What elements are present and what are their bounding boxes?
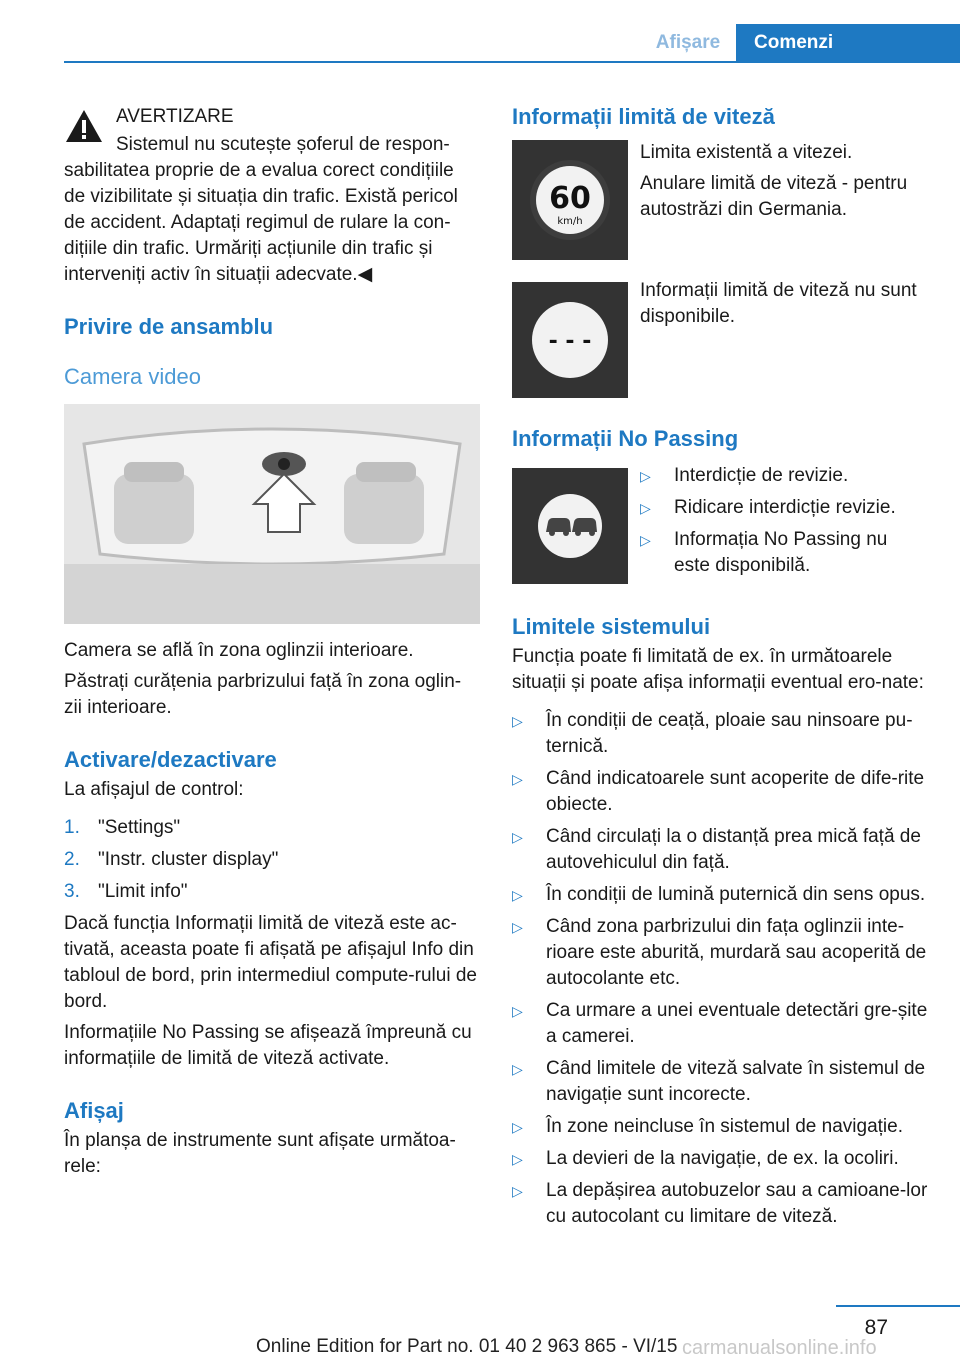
display-text: În planșa de instrumente sunt afișate următoa-rele:: [64, 1130, 456, 1177]
limits-intro: Funcția poate fi limitată de ex. în următoarele situații și poate afișa informații eventual ero-nate:: [512, 646, 924, 693]
step-number: 2.: [64, 849, 80, 870]
list-item: [512, 1056, 932, 1108]
list-item-text: Când zona parbrizului din fața oglinzii inte-rioare este aburită, murdară sau acoperită de autocolante etc.: [546, 916, 927, 989]
warning-title: AVERTIZARE: [116, 106, 234, 127]
activation-para-1: Dacă funcția Informații limită de viteză este ac-tivată, aceasta poate fi afișată pe afișajul Info din tabloul de bord, prin intermediul compute-rului de bord.: [64, 913, 477, 1012]
triangle-bullet-icon: ▷: [640, 532, 651, 548]
warning-body: sabilitatea proprie de a evalua corect condițiile de vizibilitate și situația din trafic. Există pericol de accident. Adaptați regimul de rulare la con-dițiile din trafic. Urmăriți acțiunile din trafic și interveniți activ în situații adecvate.◀: [64, 160, 458, 285]
list-item-text: La depășirea autobuzelor sau a camioane-lor cu autocolant cu limitare de viteză.: [546, 1180, 928, 1227]
overview-heading: Privire de ansamblu: [64, 314, 274, 339]
triangle-bullet-icon: ▷: [512, 887, 523, 903]
speed-sign-unit: km/h: [557, 216, 583, 227]
list-item: [640, 495, 940, 521]
step-number: 3.: [64, 881, 80, 902]
no-passing-heading: Informații No Passing: [512, 426, 739, 451]
edition-text: Online Edition for Part no. 01 40 2 963 865 - VI/15: [256, 1336, 678, 1357]
activation-heading: Activare/dezactivare: [64, 747, 277, 772]
warning-first-line: Sistemul nu scutește șoferul de respon-: [116, 134, 450, 155]
triangle-bullet-icon: ▷: [512, 919, 523, 935]
no-passing-sign-icon: [512, 468, 628, 584]
list-item: [64, 815, 478, 841]
speed-unavailable-text: Informații limită de viteză nu sunt disponibile.: [640, 280, 917, 327]
list-item: [512, 824, 932, 876]
triangle-bullet-icon: ▷: [512, 1119, 523, 1135]
list-item-text: Ca urmare a unei eventuale detectări gre-șite a camerei.: [546, 1000, 928, 1047]
list-item: [64, 847, 478, 873]
triangle-bullet-icon: ▷: [640, 500, 651, 516]
activation-intro: La afișajul de control:: [64, 779, 244, 800]
no-passing-list: [640, 463, 940, 585]
left-column: [64, 104, 478, 1185]
speed-info-line-2: Anulare limită de viteză - pentru autostrăzi din Germania.: [640, 173, 908, 220]
triangle-bullet-icon: ▷: [512, 771, 523, 787]
activation-steps: [64, 815, 478, 905]
list-item-text: În zone neincluse în sistemul de navigație.: [546, 1116, 903, 1137]
page-number: 87: [864, 1316, 888, 1339]
list-item: [512, 1114, 932, 1140]
header-rule: [64, 61, 960, 63]
list-item-text: În condiții de ceață, ploaie sau ninsoare pu-ternică.: [546, 710, 913, 757]
footer-rule: [836, 1305, 960, 1307]
list-item: [512, 708, 932, 760]
camera-text-1: Camera se află în zona oglinzii interioare.: [64, 640, 414, 661]
speed-sign-value: 60: [549, 181, 591, 216]
list-item-text: Când limitele de viteză salvate în sistemul de navigație sunt incorecte.: [546, 1058, 926, 1105]
list-item: [640, 527, 914, 579]
step-number: 1.: [64, 817, 80, 838]
tab-controls[interactable]: Comenzi: [736, 24, 960, 63]
speed-limit-60-icon: [512, 140, 628, 260]
list-item: [512, 766, 932, 818]
warning-block: [64, 104, 478, 288]
limits-list: [512, 708, 932, 1230]
camera-heading: Camera video: [64, 364, 201, 389]
list-item-text: Interdicție de revizie.: [674, 465, 849, 486]
speed-info-line-1: Limita existentă a vitezei.: [640, 142, 853, 163]
speed-unavailable-sign: - - -: [548, 329, 592, 354]
list-item: [512, 1178, 932, 1230]
triangle-bullet-icon: ▷: [512, 1151, 523, 1167]
limits-heading: Limitele sistemului: [512, 614, 711, 639]
list-item-text: Când circulați la o distanță prea mică față de autovehiculul din față.: [546, 826, 921, 873]
camera-text-2: Păstrați curățenia parbrizului față în zona oglin-zii interioare.: [64, 671, 462, 718]
speed-limit-panel: [512, 140, 628, 260]
tab-display[interactable]: Afișare: [655, 32, 721, 53]
no-passing-panel: [512, 468, 628, 584]
list-item-text: La devieri de la navigație, de ex. la ocoliri.: [546, 1148, 899, 1169]
speed-info-heading: Informații limită de viteză: [512, 104, 775, 129]
list-item: [64, 879, 478, 905]
step-text: "Limit info": [98, 881, 188, 902]
speed-unavailable-icon: [512, 282, 628, 398]
watermark: carmanualsonline.info: [682, 1337, 877, 1359]
triangle-bullet-icon: ▷: [512, 829, 523, 845]
list-item: [512, 882, 932, 908]
list-item-text: Ridicare interdicție revizie.: [674, 497, 896, 518]
camera-photo: [64, 404, 480, 624]
display-heading: Afișaj: [64, 1098, 124, 1123]
speed-info-text: [640, 140, 940, 228]
list-item: [512, 998, 932, 1050]
triangle-bullet-icon: ▷: [640, 468, 651, 484]
triangle-bullet-icon: ▷: [512, 1003, 523, 1019]
activation-para-2: Informațiile No Passing se afișează împreună cu informațiile de limită de viteză activate.: [64, 1022, 472, 1069]
triangle-bullet-icon: ▷: [512, 713, 523, 729]
list-item: [512, 1146, 932, 1172]
warning-triangle-icon: [64, 108, 104, 144]
list-item-text: Informația No Passing nu este disponibilă.: [674, 529, 888, 576]
speed-unavailable-panel: [512, 282, 628, 398]
step-text: "Settings": [98, 817, 181, 838]
list-item-text: În condiții de lumină puternică din sens opus.: [546, 884, 926, 905]
triangle-bullet-icon: ▷: [512, 1183, 523, 1199]
list-item: [512, 914, 932, 992]
step-text: "Instr. cluster display": [98, 849, 279, 870]
list-item: [640, 463, 940, 489]
list-item-text: Când indicatoarele sunt acoperite de dife-rite obiecte.: [546, 768, 925, 815]
limits-section: [512, 614, 932, 1236]
triangle-bullet-icon: ▷: [512, 1061, 523, 1077]
